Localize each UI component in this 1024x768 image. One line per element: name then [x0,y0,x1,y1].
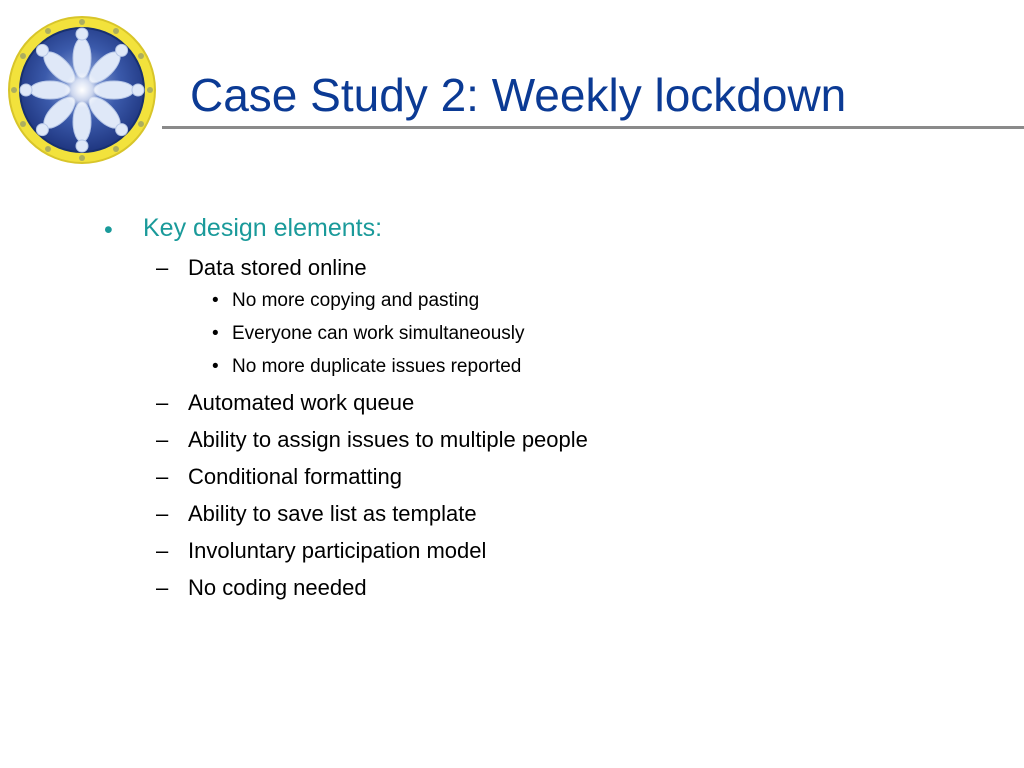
item-dash: – [156,538,169,563]
list-item: Conditional formatting [188,464,403,489]
subitem-bullet: • [212,356,219,377]
sub-list-item: No more duplicate issues reported [232,356,522,377]
sub-list-item: No more copying and pasting [232,290,480,311]
list-item: Automated work queue [188,390,415,415]
item-dash: – [156,575,169,600]
heading-text: Key design elements: [143,214,383,242]
list-item: Data stored online [188,255,367,280]
list-item: Involuntary participation model [188,538,487,563]
item-dash: – [156,390,169,415]
slide-title: Case Study 2: Weekly lockdown [190,69,847,121]
list-item: No coding needed [188,575,367,600]
list-item: Ability to assign issues to multiple people [188,427,588,452]
sub-list-item: Everyone can work simultaneously [232,323,525,344]
item-dash: – [156,427,169,452]
heading-bullet: • [104,216,113,244]
item-dash: – [156,501,169,526]
subitem-bullet: • [212,290,219,311]
item-dash: – [156,464,169,489]
list-item: Ability to save list as template [188,501,477,526]
item-dash: – [156,255,169,280]
subitem-bullet: • [212,323,219,344]
